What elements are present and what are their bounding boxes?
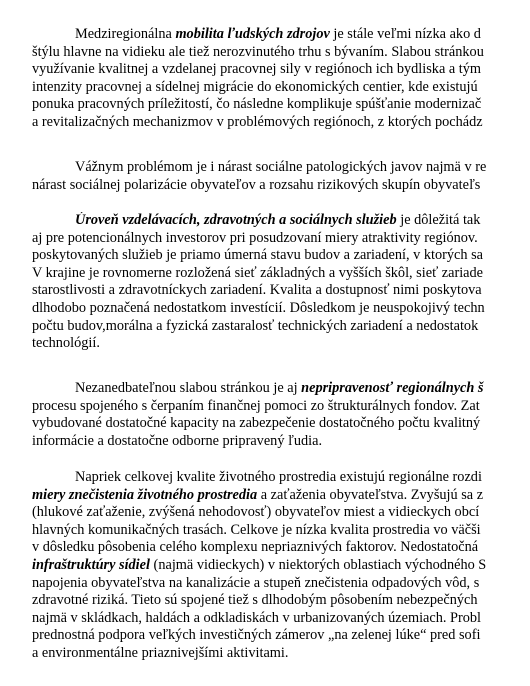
paragraph-social-problems [32,159,530,194]
text-line [32,645,530,663]
text-run: informácie a dostatočne odborne pripravený ľudia. [32,432,323,449]
text-run: je stále veľmi nízka ako d [329,26,481,42]
emphasized-term: mobilita ľudských zdrojov [175,26,330,42]
text-run: prednostná podpora veľkých investičných zámerov „na zelenej lúke“ pred sofi [32,627,481,644]
text-line [32,114,530,132]
text-run: aj pre potencionálnych investorov pri posudzovaní miery atraktivity regiónov. [32,229,478,246]
text-run: napojenia obyvateľstva na kanalizácie a stupeň znečistenia odpadových vôd, s [32,574,480,591]
text-line [32,504,530,522]
text-line [32,592,530,610]
text-line [32,557,530,575]
text-line [32,627,530,645]
text-run: nárast sociálnej polarizácie obyvateľov a rozsahu rizikových skupín obyvateľs [32,176,481,193]
text-line [32,522,530,540]
text-run: technológií. [32,335,100,352]
text-run: je dôležitá tak [396,212,481,228]
text-line [32,575,530,593]
text-run: dlhodobo poznačená nedostatkom investícií. Dôsledkom je neuspokojivý techn [32,299,485,316]
text-line [32,433,530,451]
text-run: vybudované dostatočné kapacity na zabezpečenie dostatočného počtu kvalitný [32,415,481,432]
text-line [32,212,530,230]
emphasized-term: miery znečistenia životného prostredia [32,486,258,503]
text-run: starostlivosti a zdravotníckych zariadení. Kvalita a dostupnosť nimi poskytova [32,282,482,299]
emphasized-term: infraštruktúry sídiel [32,556,150,573]
text-line [32,159,530,177]
text-line [32,610,530,628]
text-run: Vážnym problémom je i nárast sociálne patologických javov najmä v re [75,159,487,175]
text-run: v dôsledku pôsobenia celého komplexu nepriaznivých faktorov. Nedostatočná [32,539,479,556]
text-line [32,469,530,487]
text-run: intenzity pracovnej a sídelnej migrácie do ekonomických centier, kde existujú [32,78,478,95]
text-line [32,282,530,300]
paragraph-mobility [32,26,530,132]
text-line [32,265,530,283]
text-line [32,26,530,44]
text-run: (najmä vidieckych) v niektorých oblastiach východného S [149,556,487,573]
text-run: a environmentálne priaznivejšími aktivitami. [32,644,289,661]
text-line [32,318,530,336]
text-run: a zaťaženia obyvateľstva. Zvyšujú sa z [257,486,484,503]
text-line [32,247,530,265]
text-run: Nezanedbateľnou slabou stránkou je aj [75,380,302,396]
text-run: najmä v skládkach, haldách a odkladiskách v urbanizovaných územiach. Probl [32,609,482,626]
text-line [32,335,530,353]
text-line [32,539,530,557]
text-run: Napriek celkovej kvalite životného prostredia existujú regionálne rozdi [75,469,482,485]
text-line [32,96,530,114]
emphasized-term: Úroveň vzdelávacích, zdravotných a sociálnych služieb [75,212,397,228]
text-run: V krajine je rovnomerne rozložená sieť základných a vyšších škôl, sieť zariade [32,264,484,281]
text-line [32,380,530,398]
text-line [32,230,530,248]
text-run: zdravotné riziká. Tieto sú spojené tiež s dlhodobým pôsobením nebezpečných [32,592,478,609]
text-line [32,415,530,433]
text-run: štýlu hlavne na vidieku ale tiež nerozvinutého trhu s bývaním. Slabou stránkou [32,43,484,60]
text-run: a revitalizačných mechanizmov v problémových regiónoch, z ktorých pochádz [32,113,483,130]
text-run: využívanie kvalitnej a vzdelanej pracovnej sily v regiónoch ich bydliska a tým [32,61,482,78]
text-run: počtu budov,morálna a fyzická zastaralosť technických zariadení a nedostatok [32,317,479,334]
text-line [32,177,530,195]
text-run: (hlukové zaťaženie, zvýšená nehodovosť) obyvateľov miest a vidieckych obcí [32,504,480,521]
paragraph-environment [32,469,530,663]
text-run: procesu spojeného s čerpaním finančnej pomoci zo štrukturálnych fondov. Zat [32,397,480,414]
emphasized-term: nepripravenosť regionálnych š [301,380,484,396]
text-run: poskytovaných služieb je priamo úmerná stavu budov a zariadení, v ktorých sa [32,247,484,264]
text-line [32,44,530,62]
text-run: hlavných komunikačných trasách. Celkove je nízka kvalita prostredia vo väčši [32,521,481,538]
text-line [32,79,530,97]
text-line [32,300,530,318]
text-run: ponuka pracovných príležitostí, čo následne komplikuje spúšťanie modernizač [32,96,482,113]
text-line [32,61,530,79]
paragraph-regional-preparedness [32,380,530,450]
text-run: Medziregionálna [75,26,176,42]
paragraph-services [32,212,530,353]
text-line [32,398,530,416]
text-line [32,487,530,505]
